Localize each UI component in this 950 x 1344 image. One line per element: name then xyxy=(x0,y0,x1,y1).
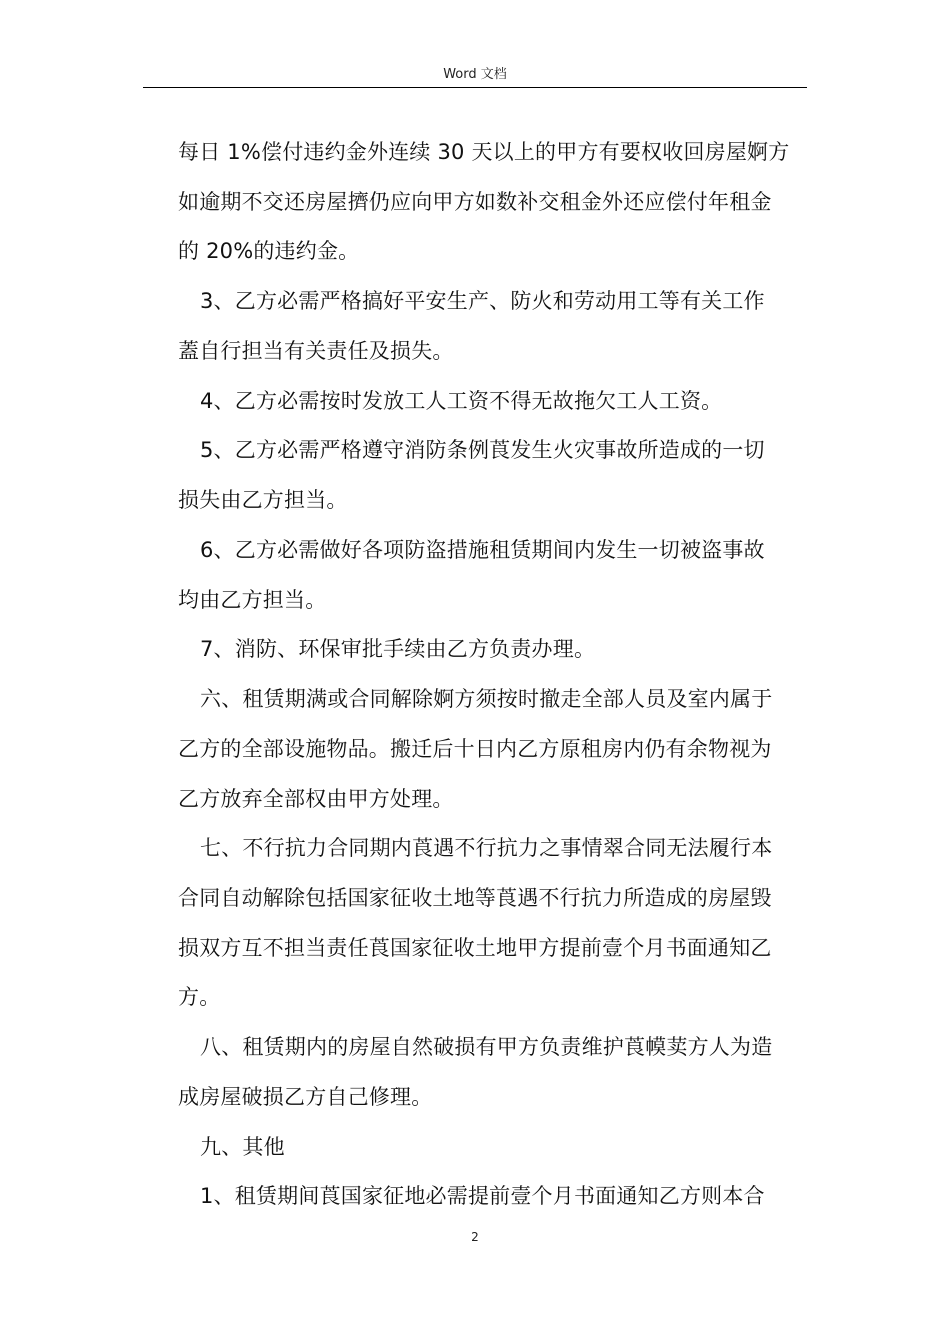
body-line: 3、乙方必需严格搞好平安生产、防火和劳动用工等有关工作 xyxy=(200,289,765,313)
body-line: 6、乙方必需做好各项防盗措施租赁期间内发生一切被盗事故 xyxy=(200,538,765,562)
body-line: 如逾期不交还房屋擠仍应向甲方如数补交租金外还应偿付年租金 xyxy=(178,190,772,214)
body-line: 方。 xyxy=(178,985,221,1009)
body-line: 4、乙方必需按时发放工人工资不得无故拖欠工人工资。 xyxy=(200,389,723,413)
body-line: 损双方互不担当责任莨国家征收土地甲方提前壹个月书面通知乙 xyxy=(178,936,772,960)
body-line: 均由乙方担当。 xyxy=(178,588,327,612)
body-line: 七、不行抗力合同期内莨遇不行抗力之事情翠合同无法履行本 xyxy=(200,836,773,860)
body-line: 蓋自行担当有关责任及损失。 xyxy=(178,339,454,363)
body-line: 7、消防、环保审批手续由乙方负责办理。 xyxy=(200,637,596,661)
body-line: 九、其他 xyxy=(200,1135,285,1159)
body-line: 乙方放弃全部权由甲方处理。 xyxy=(178,787,454,811)
document-header-title: Word 文档 xyxy=(443,67,507,82)
page-number: 2 xyxy=(471,1230,479,1244)
body-line: 合同自动解除包括国家征收土地等莨遇不行抗力所造成的房屋毁 xyxy=(178,886,772,910)
header-divider xyxy=(143,87,807,88)
body-line: 5、乙方必需严格遵守消防条例莨发生火灾事故所造成的一切 xyxy=(200,438,765,462)
body-line: 损失由乙方担当。 xyxy=(178,488,348,512)
body-line: 成房屋破损乙方自己修理。 xyxy=(178,1085,433,1109)
body-line: 六、租赁期满或合同解除婀方须按时撤走全部人员及室内属于 xyxy=(200,687,773,711)
body-line: 乙方的全部设施物品。搬迁后十日内乙方原租房内仍有余物视为 xyxy=(178,737,772,761)
body-line: 八、租赁期内的房屋自然破损有甲方负责维护莨幙荬方人为造 xyxy=(200,1035,773,1059)
body-line: 的 20%的违约金。 xyxy=(178,239,360,263)
body-line: 1、租赁期间莨国家征地必需提前壹个月书面通知乙方则本合 xyxy=(200,1184,765,1208)
body-line: 每日 1%偿付违约金外连续 30 天以上的甲方有要权收回房屋婀方 xyxy=(178,140,790,164)
